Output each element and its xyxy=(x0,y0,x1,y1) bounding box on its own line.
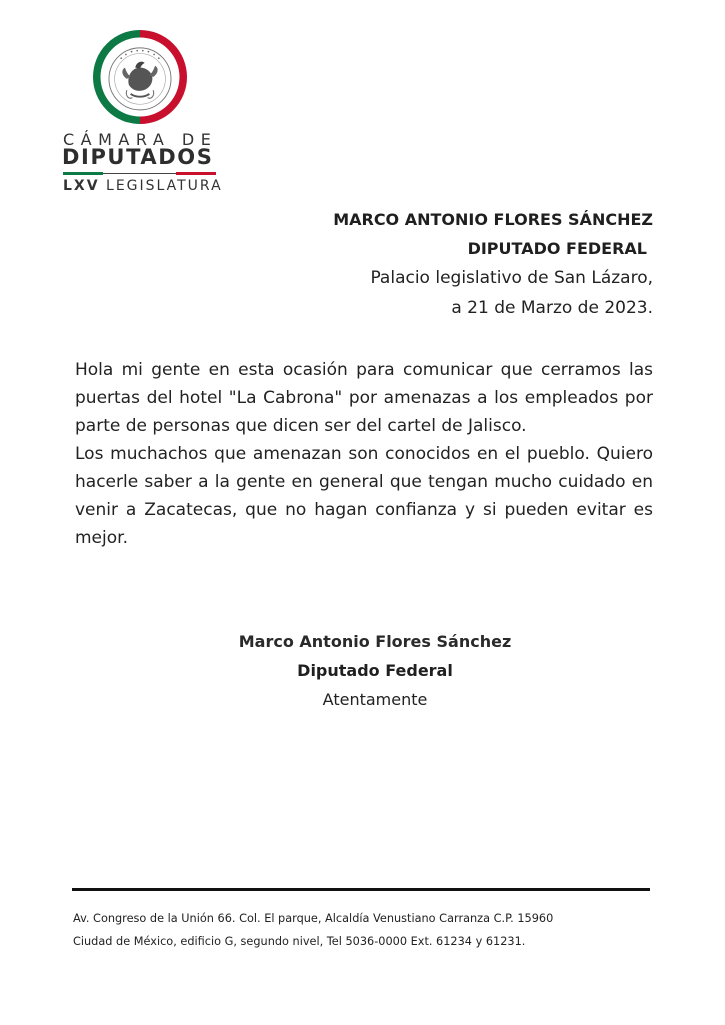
footer-address-line-2: Ciudad de México, edificio G, segundo nivel, Tel 5036-0000 Ext. 61234 y 61231. xyxy=(73,935,526,948)
letter-body xyxy=(75,356,653,552)
logo-legislature-label xyxy=(63,178,223,194)
footer-address xyxy=(73,907,673,953)
sender-name: MARCO ANTONIO FLORES SÁNCHEZ xyxy=(333,210,653,229)
logo-deputies-label: DIPUTADOS xyxy=(62,145,214,169)
logo-tricolor-rule xyxy=(63,172,216,175)
sender-role: DIPUTADO FEDERAL xyxy=(467,239,647,258)
chamber-logo xyxy=(60,30,223,200)
sender-place: Palacio legislativo de San Lázaro, xyxy=(370,268,653,288)
body-paragraph-2: Los muchachos que amenazan son conocidos en el pueblo. Quiero hacerle saber a la gente en general que tengan mucho cuidado en venir a Zacatecas, que no hagan confianza y si pueden evitar es mejor. xyxy=(75,444,653,548)
body-paragraph-1: Hola mi gente en esta ocasión para comunicar que cerramos las puertas del hotel "La Cabrona" por amenazas a los empleados por parte de personas que dicen ser del cartel de Jalisco. xyxy=(75,360,653,436)
footer-address-line-1: Av. Congreso de la Unión 66. Col. El parque, Alcaldía Venustiano Carranza C.P. 15960 xyxy=(73,912,554,925)
signature-name: Marco Antonio Flores Sánchez xyxy=(238,632,512,651)
signature-role: Diputado Federal xyxy=(297,661,453,680)
signature-block xyxy=(0,628,725,714)
signature-closing: Atentamente xyxy=(322,690,428,709)
letter-date: a 21 de Marzo de 2023. xyxy=(451,298,653,318)
logo-legislature-word: LEGISLATURA xyxy=(99,178,223,194)
mexican-coat-of-arms-seal-icon xyxy=(93,30,187,124)
logo-legislature-number: LXV xyxy=(63,178,100,194)
footer-divider xyxy=(72,888,650,891)
letter-header xyxy=(233,205,653,323)
logo-chamber-label: CÁMARA DE xyxy=(63,130,218,149)
